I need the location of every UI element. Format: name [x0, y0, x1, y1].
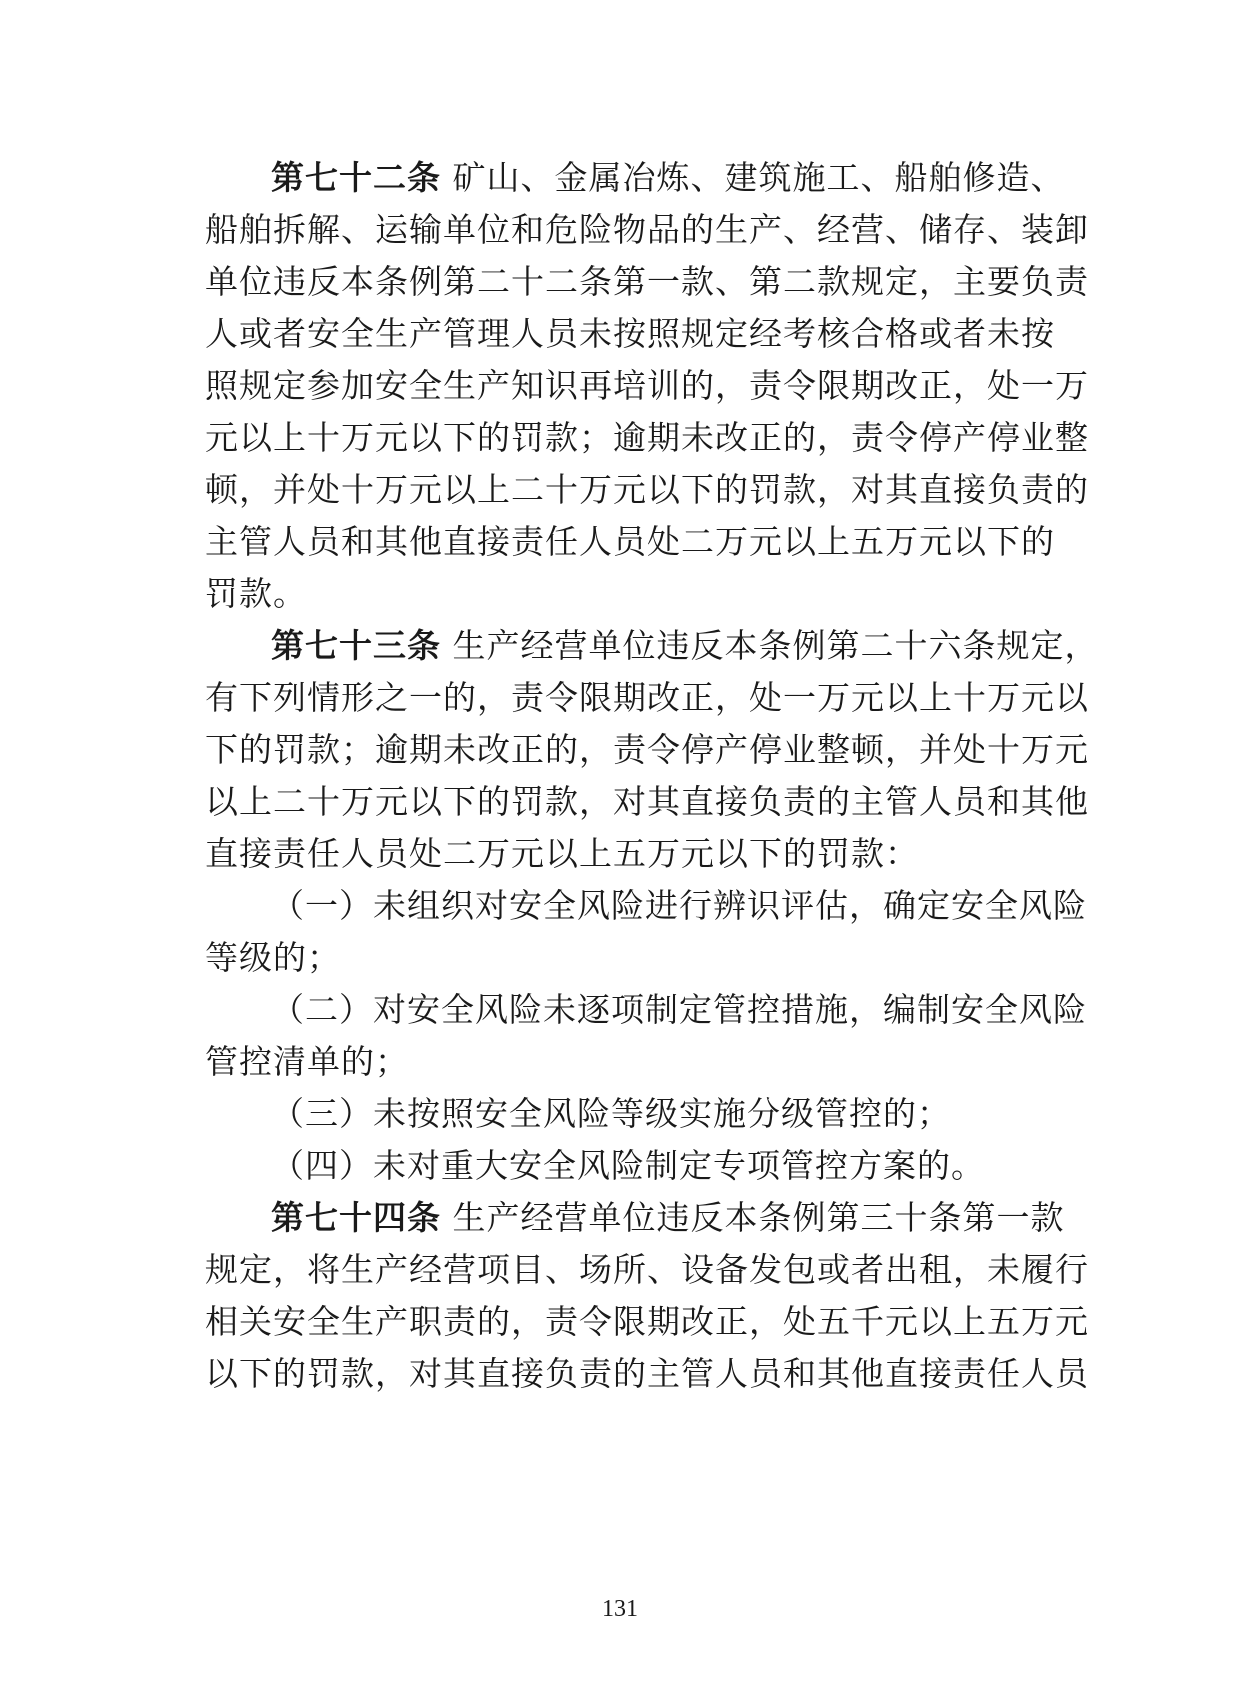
list-item-2: （二）对安全风险未逐项制定管控措施，编制安全风险	[271, 990, 1087, 1029]
text-line: 相关安全生产职责的，责令限期改正，处五千元以上五万元	[205, 1302, 1089, 1341]
text-line: 人或者安全生产管理人员未按照规定经考核合格或者未按	[205, 314, 1055, 353]
line-text: 矿山、金属冶炼、建筑施工、船舶修造、	[452, 158, 1065, 197]
article-heading: 第七十四条	[271, 1198, 441, 1237]
text-line: 单位违反本条例第二十二条第一款、第二款规定，主要负责	[205, 262, 1089, 301]
text-line: 有下列情形之一的，责令限期改正，处一万元以上十万元以	[205, 678, 1089, 717]
text-line: 照规定参加安全生产知识再培训的，责令限期改正，处一万	[205, 366, 1089, 405]
article-73-line-1	[271, 618, 1099, 674]
text-line: 直接责任人员处二万元以上五万元以下的罚款：	[205, 834, 919, 873]
list-item-4: （四）未对重大安全风险制定专项管控方案的。	[271, 1146, 985, 1185]
article-72-line-1	[271, 150, 1065, 206]
text-line: 元以上十万元以下的罚款；逾期未改正的，责令停产停业整	[205, 418, 1089, 457]
text-line: 以上二十万元以下的罚款，对其直接负责的主管人员和其他	[205, 782, 1089, 821]
text-line: 船舶拆解、运输单位和危险物品的生产、经营、储存、装卸	[205, 210, 1089, 249]
text-line: 管控清单的；	[205, 1042, 409, 1081]
line-text: 生产经营单位违反本条例第三十条第一款	[452, 1198, 1065, 1237]
text-line: 顿，并处十万元以上二十万元以下的罚款，对其直接负责的	[205, 470, 1089, 509]
text-line: 主管人员和其他直接责任人员处二万元以上五万元以下的	[205, 522, 1055, 561]
article-74-line-1	[271, 1190, 1065, 1246]
text-line: 等级的；	[205, 938, 341, 977]
line-text: 生产经营单位违反本条例第二十六条规定，	[452, 626, 1099, 665]
text-line: 以下的罚款，对其直接负责的主管人员和其他直接责任人员	[205, 1354, 1089, 1393]
text-line: 罚款。	[205, 574, 307, 613]
article-heading: 第七十二条	[271, 158, 441, 197]
text-line: 下的罚款；逾期未改正的，责令停产停业整顿，并处十万元	[205, 730, 1089, 769]
list-item-3: （三）未按照安全风险等级实施分级管控的；	[271, 1094, 951, 1133]
text-line: 规定，将生产经营项目、场所、设备发包或者出租，未履行	[205, 1250, 1089, 1289]
list-item-1: （一）未组织对安全风险进行辨识评估，确定安全风险	[271, 886, 1087, 925]
page-number: 131	[602, 1596, 638, 1622]
article-heading: 第七十三条	[271, 626, 441, 665]
